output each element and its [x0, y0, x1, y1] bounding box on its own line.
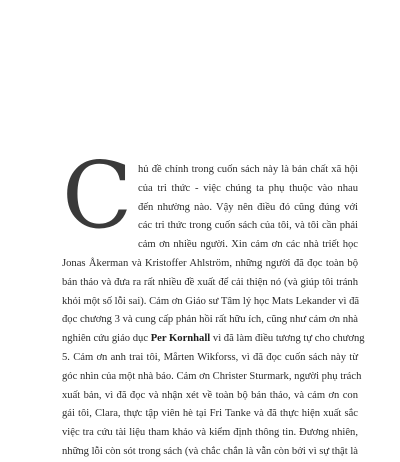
name-per-kornhall: Per Kornhall — [150, 333, 211, 345]
text-line: bản thảo và đưa ra rất nhiều đề xuất để cải thiện nó (và giúp tôi tránh — [62, 276, 358, 288]
text-segment: nghiên cứu giáo dục — [62, 333, 151, 345]
text-line: Jonas Åkerman và Kristoffer Ahlström, những người đã đọc toàn bộ — [62, 257, 358, 269]
drop-cap: C — [62, 142, 133, 249]
text-line: gái tôi, Clara, thực tập viên hè tại Fri Tanke và đã thực hiện xuất sắc — [62, 408, 358, 420]
text-line: đến nhường nào. Vậy nên điều đó cũng đúng với — [138, 201, 358, 213]
text-line: việc tra cứu tài liệu tham khảo và kiểm định thông tin. Đương nhiên, — [62, 427, 358, 439]
text-line: khỏi một số lỗi sai). Cảm ơn Giáo sư Tâm lý học Mats Lekander vì đã — [62, 295, 360, 307]
text-line: đọc chương 3 và cung cấp phản hồi rất hữu ích, cũng như cảm ơn nhà — [62, 314, 358, 326]
text-line: xuất bản, vì đã đọc và nhận xét về toàn bộ bản thảo, và cảm ơn con — [62, 389, 358, 401]
text-line: hủ đề chính trong cuốn sách này là bản chất xã hội — [138, 164, 358, 175]
text-line — [62, 330, 365, 349]
text-segment: vì đã làm điều tương tự cho chương — [210, 333, 365, 345]
text-line: cảm ơn nhiều người. Xin cảm ơn các nhà triết học — [138, 239, 358, 251]
text-line: những lỗi còn sót trong sách (và chắc chắn là vẫn còn bởi vì sự thật là — [62, 445, 358, 457]
text-line: của tri thức - việc chúng ta phụ thuộc vào nhau — [138, 182, 358, 194]
acknowledgements-paragraph — [62, 161, 365, 462]
text-line: 5. Cảm ơn anh trai tôi, Mårten Wikforss, vì đã đọc cuốn sách này từ — [62, 351, 358, 363]
text-line: góc nhìn của một nhà báo. Cảm ơn Christer Sturmark, người phụ trách — [62, 370, 362, 382]
text-line: các tri thức trong cuốn sách của tôi, và tôi cần phải — [138, 220, 358, 232]
